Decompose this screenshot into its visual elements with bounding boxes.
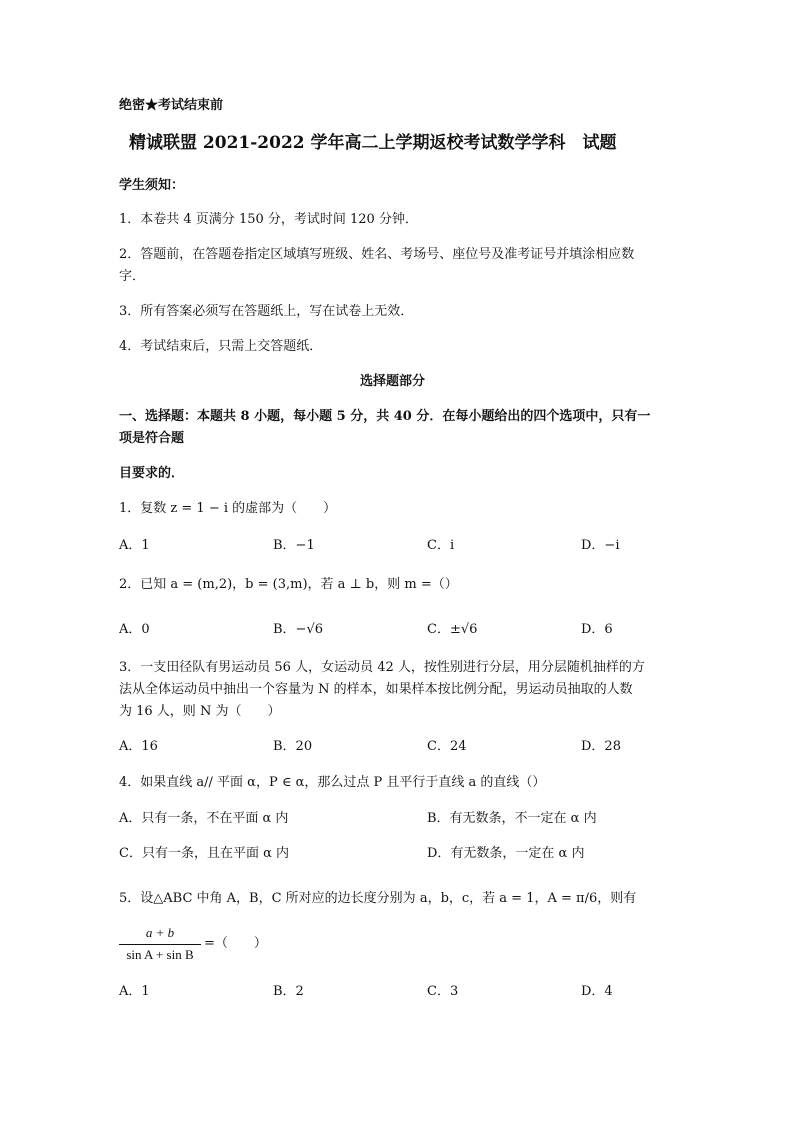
question-4-option-b: B．有无数条，不一定在 α 内 [427, 811, 597, 826]
question-4-option-d: D．有无数条，一定在 α 内 [427, 846, 585, 861]
question-5-fraction [119, 925, 201, 965]
notice-item: 字． [119, 269, 146, 284]
question-5-option-b: B．2 [273, 984, 304, 999]
question-4-stem: 4．如果直线 a// 平面 α，P ∈ α，那么过点 P 且平行于直线 a 的直线（） [119, 775, 546, 790]
question-5-answer-blank: =（ ） [204, 936, 267, 951]
question-2-option-a: A．0 [119, 622, 150, 637]
fraction-numerator: a + b [145, 925, 175, 940]
question-2-option-c: C．±√6 [427, 622, 478, 637]
notice-item: 4．考试结束后，只需上交答题纸． [119, 339, 323, 354]
question-3-stem: 3．一支田径队有男运动员 56 人，女运动员 42 人，按性别进行分层，用分层随机抽样的方 [119, 660, 645, 675]
notice-heading: 学生须知： [119, 178, 185, 193]
fraction-bar [119, 944, 201, 945]
question-2-option-b: B．−√6 [273, 622, 324, 637]
section-title: 选择题部分 [360, 374, 426, 389]
question-1-option-d: D．−i [581, 538, 620, 553]
notice-item: 1．本卷共 4 页满分 150 分，考试时间 120 分钟． [119, 212, 418, 227]
question-3-option-c: C．24 [427, 739, 467, 754]
question-4-option-a: A．只有一条，不在平面 α 内 [119, 811, 289, 826]
question-5-stem: 5．设△ABC 中角 A，B，C 所对应的边长度分别为 a，b，c，若 a = 1，A = π/6，则有 [119, 891, 637, 906]
fraction-denominator: sin A + sin B [126, 947, 194, 962]
question-3-stem: 为 16 人，则 N 为（ ） [119, 704, 281, 719]
question-3-stem: 法从全体运动员中抽出一个容量为 N 的样本，如果样本按比例分配，男运动员抽取的人数 [119, 682, 633, 697]
question-2-option-d: D．6 [581, 622, 613, 637]
section-intro: 项是符合题 [119, 431, 185, 446]
confidential-label: 绝密★考试结束前 [119, 98, 224, 113]
notice-item: 3．所有答案必须写在答题纸上，写在试卷上无效． [119, 304, 414, 319]
page-title: 精诚联盟 2021-2022 学年高二上学期返校考试数学学科 试题 [129, 133, 617, 153]
question-3-option-b: B．20 [273, 739, 313, 754]
question-3-option-d: D．28 [581, 739, 621, 754]
section-intro: 目要求的． [119, 466, 185, 481]
question-5-option-c: C．3 [427, 984, 459, 999]
question-1-option-c: C．i [427, 538, 455, 553]
question-2-stem: 2．已知 a = (m,2)，b = (3,m)，若 a ⊥ b，则 m =（） [119, 577, 458, 592]
question-1-option-b: B．−1 [273, 538, 315, 553]
question-1-option-a: A．1 [119, 538, 150, 553]
question-4-option-c: C．只有一条，且在平面 α 内 [119, 846, 289, 861]
question-1-stem: 1．复数 z = 1 − i 的虚部为（ ） [119, 501, 337, 516]
question-5-option-a: A．1 [119, 984, 150, 999]
question-5-option-d: D．4 [581, 984, 613, 999]
question-3-option-a: A．16 [119, 739, 158, 754]
notice-item: 2．答题前，在答题卷指定区域填写班级、姓名、考场号、座位号及准考证号并填涂相应数 [119, 247, 635, 262]
section-intro: 一、选择题：本题共 8 小题，每小题 5 分，共 40 分．在每小题给出的四个选项中，只有一 [119, 409, 651, 424]
